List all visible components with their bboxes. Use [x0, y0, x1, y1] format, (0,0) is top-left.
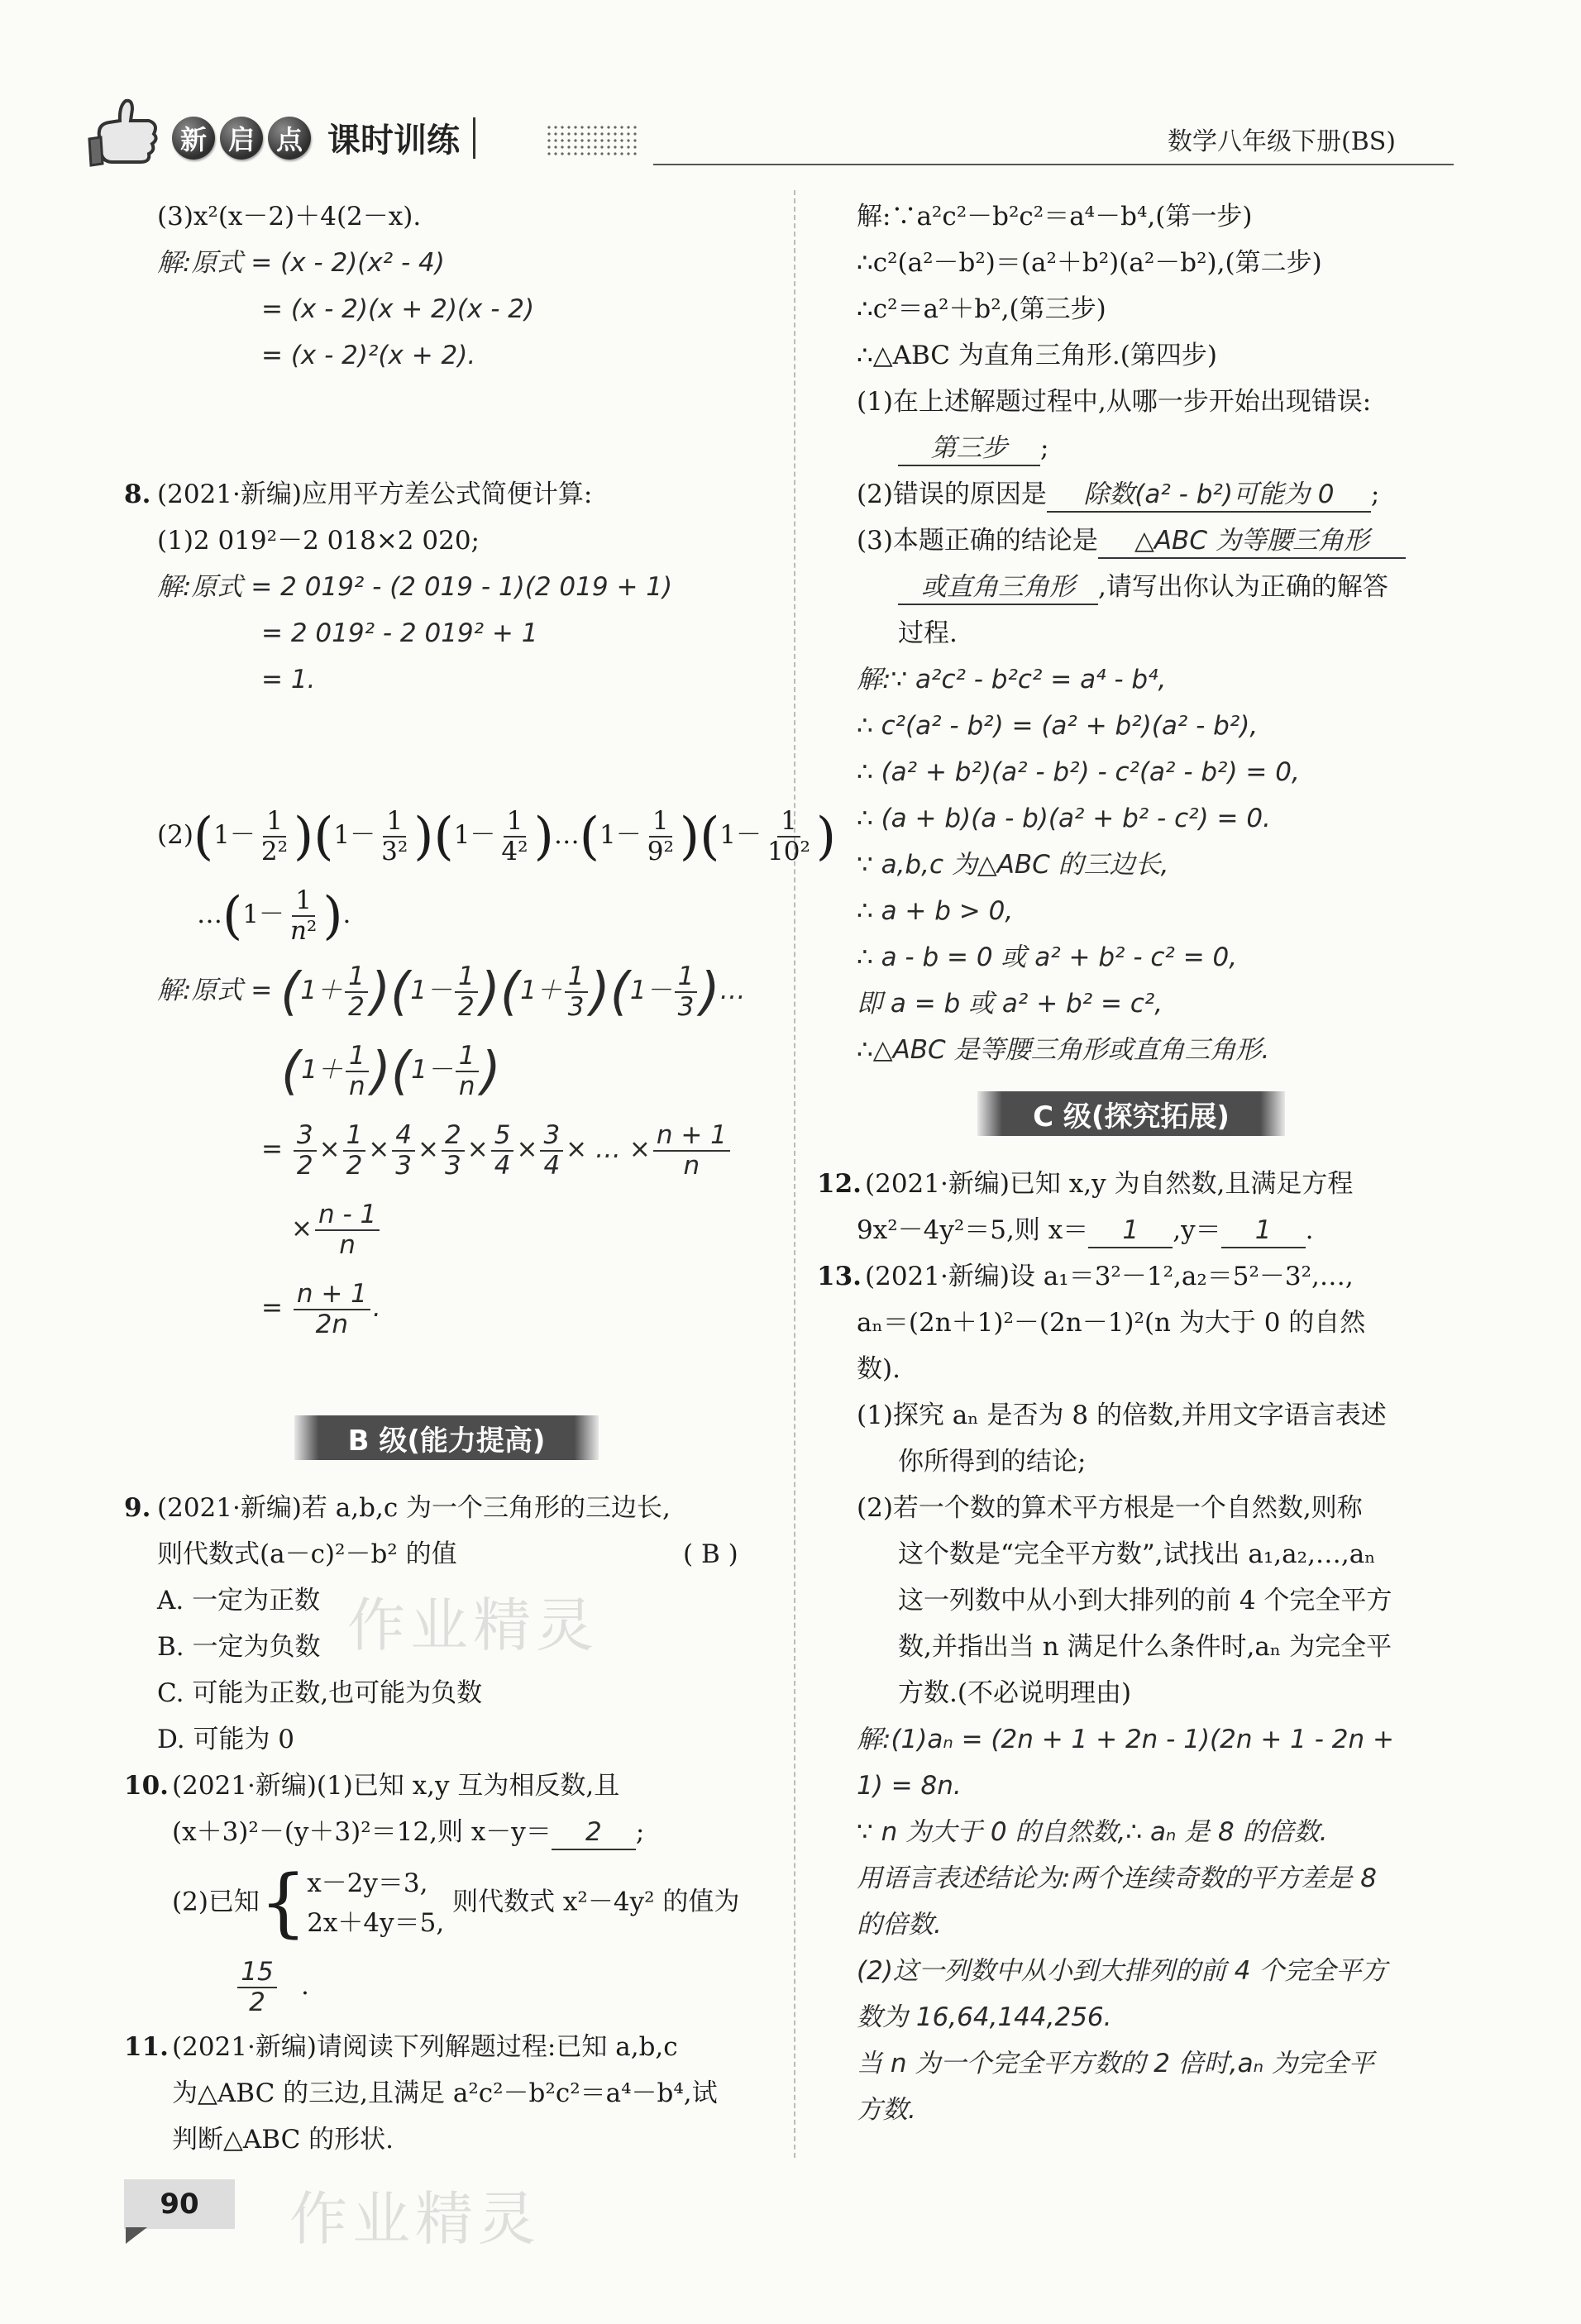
q9-number: 9.	[124, 1493, 151, 1523]
q8-part2-expr-tail: …(1－ $\frac{1}{\text{n²}}$ ).	[197, 885, 351, 946]
q10-answer2-denominator: 2	[249, 1987, 265, 2017]
q11-part3-answer1: △ABC 为等腰三角形	[1098, 524, 1406, 559]
q13-number: 13.	[817, 1262, 862, 1291]
q11-sol-7: ∴ a - b = 0 或 a² + b² - c² = 0,	[857, 942, 1238, 972]
q8-p2-sol-label: 解:原式 =	[157, 976, 273, 1005]
q11-sol-1: 解:∵ a²c² - b²c² = a⁴ - b⁴,	[857, 665, 1167, 694]
q13-stem3: 数).	[857, 1354, 900, 1384]
q13-sol-4: 用语言表述结论为:两个连续奇数的平方差是 8	[857, 1863, 1378, 1893]
q8-stem: (2021·新编)应用平方差公式简便计算:	[157, 480, 593, 509]
q13-p2b: 这个数是“完全平方数”,试找出 a₁,a₂,…,aₙ	[898, 1539, 1376, 1569]
q8-p2-sol2: (1＋ $\frac{1}{n}$ )(1－ $\frac{1}{n}$ )	[281, 1040, 501, 1101]
q11-sol-8: 即 a = b 或 a² + b² = c²,	[857, 989, 1163, 1019]
q11-proc-1: 解:∵a²c²－b²c²＝a⁴－b⁴,(第一步)	[857, 202, 1253, 231]
q7-sol-line2: = (x - 2)(x + 2)(x - 2)	[261, 294, 535, 324]
q11-sol-5: ∵ a,b,c 为△ABC 的三边长,	[857, 850, 1169, 880]
q10-part2-tail: 则代数式 x²－4y² 的值为	[452, 1887, 740, 1917]
q8-p2-sol4: × $\frac{n - 1}{n}$	[291, 1195, 382, 1262]
q11-part3-text: (3)本题正确的结论是	[857, 526, 1098, 556]
q8-number: 8.	[124, 480, 151, 509]
book-title: 数学八年级下册(BS)	[1168, 127, 1397, 156]
watermark-text-2: 作业精灵	[289, 2185, 541, 2253]
q11-number: 11.	[124, 2032, 169, 2062]
q12-period: .	[1305, 1215, 1314, 1245]
q13-p2a: (2)若一个数的算术平方根是一个自然数,则称	[857, 1493, 1363, 1523]
q8-p1-sol1: 解:原式 = 2 019² - (2 019 - 1)(2 019 + 1)	[157, 572, 673, 602]
q8-dots-2: …	[719, 976, 746, 1005]
q10-eq2: 2x＋4y＝5,	[307, 1908, 445, 1938]
q13-stem1: (2021·新编)设 a₁＝3²－1²,a₂＝5²－3²,…,	[865, 1262, 1354, 1291]
q11-stem1: (2021·新编)请阅读下列解题过程:已知 a,b,c	[172, 2032, 678, 2062]
thumbs-up-icon	[83, 91, 165, 174]
q11-part3-line2	[898, 570, 1388, 605]
brand-char-2: 启	[220, 117, 263, 160]
q8-part2-tail-dots: …	[197, 900, 222, 929]
q8-part1: (1)2 019²－2 018×2 020;	[157, 526, 480, 556]
q11-proc-3: ∴c²＝a²＋b²,(第三步)	[857, 294, 1106, 324]
q13-sol-1: 解:(1)aₙ = (2n + 1 + 2n - 1)(2n + 1 - 2n +	[857, 1725, 1395, 1754]
q12-answer-y: 1	[1221, 1214, 1306, 1248]
q11-part1-answer: 第三步	[898, 432, 1040, 466]
q11-sol-3: ∴ (a² + b²)(a² - b²) - c²(a² - b²) = 0,	[857, 757, 1300, 787]
q11-part1: (1)在上述解题过程中,从哪一步开始出现错误:	[857, 387, 1372, 417]
q12-stem1: (2021·新编)已知 x,y 为自然数,且满足方程	[865, 1169, 1354, 1199]
q10-answer2-numerator: 15	[237, 1958, 276, 1988]
q8-part2-label: (2)	[157, 820, 193, 850]
q13-p1b: 你所得到的结论;	[898, 1447, 1087, 1477]
q8-p2-sol1: 解:原式 = (1＋ $\frac{1}{2}$ )(1－ $\frac{1}{2}$ )(1＋ $\frac{1}{3}$ )(1－ $\frac{1}{3}$ )…	[157, 961, 746, 1022]
q9-answer: ( B )	[683, 1539, 738, 1569]
q10-stem2-text: (x＋3)²－(y＋3)²＝12,则 x－y＝	[172, 1817, 552, 1847]
q8-p2-sol5: = $\frac{n + 1}{2n}$ .	[261, 1279, 381, 1339]
q11-part1-answer-line	[898, 432, 1048, 466]
q8-p1-sol2: = 2 019² - 2 019² + 1	[261, 618, 538, 648]
q12-stem2b: ,y＝	[1173, 1215, 1221, 1245]
q13-stem2: aₙ＝(2n＋1)²－(2n－1)²(n 为大于 0 的自然	[857, 1308, 1366, 1338]
q10-eq1: x－2y＝3,	[307, 1868, 428, 1898]
q9-option-b: B. 一定为负数	[157, 1632, 321, 1662]
q13-p2e: 方数.(不必说明理由)	[898, 1678, 1132, 1708]
q10-part2-label: (2)已知	[172, 1887, 260, 1917]
brand-logo	[172, 114, 475, 161]
q11-sol-2: ∴ c²(a² - b²) = (a² + b²)(a² - b²),	[857, 711, 1259, 741]
q13-sol-3: ∵ n 为大于 0 的自然数,∴ aₙ 是 8 的倍数.	[857, 1817, 1328, 1847]
brand-char-3: 点	[268, 117, 311, 160]
q13-p1a: (1)探究 aₙ 是否为 8 的倍数,并用文字语言表述	[857, 1401, 1387, 1430]
q11-sol-6: ∴ a + b > 0,	[857, 896, 1014, 926]
q12-stem2a: 9x²－4y²＝5,则 x＝	[857, 1215, 1089, 1245]
q10-semi: ;	[635, 1817, 645, 1847]
q7-sol-line1: 解:原式 = (x - 2)(x² - 4)	[157, 248, 445, 278]
page-number: 90	[124, 2179, 235, 2229]
header-divider	[473, 117, 475, 159]
q9-option-a: A. 一定为正数	[157, 1586, 321, 1615]
q11-sol-4: ∴ (a + b)(a - b)(a² + b² - c²) = 0.	[857, 804, 1271, 833]
q7-sol-line3: = (x - 2)²(x + 2).	[261, 341, 476, 370]
q11-part3-tail2: 过程.	[898, 618, 958, 648]
q8-part2-expr: (2)(1－ $\frac{1}{\text{2²}}$ )(1－ $\frac{1}{\text{3²}}$ )(1－ $\frac{1}{\text{4²}}$ )…(1－ $\frac{1}{\text{9²}}$ )(1－ $\frac{1}{\text{10²}}$ )	[157, 805, 837, 866]
q8-dots-1: …	[553, 820, 580, 850]
q10-number: 10.	[124, 1771, 169, 1801]
q9-stem2: 则代数式(a－c)²－b² 的值	[157, 1539, 457, 1569]
q13-sol-8: 当 n 为一个完全平方数的 2 倍时,aₙ 为完全平	[857, 2049, 1374, 2078]
q11-part2-text: (2)错误的原因是	[857, 480, 1047, 509]
q12-answer-x: 1	[1088, 1214, 1173, 1248]
level-c-banner: C 级(探究拓展)	[977, 1091, 1285, 1136]
q9-option-c: C. 可能为正数,也可能为负数	[157, 1678, 483, 1708]
q7-part3-stem: (3)x²(x－2)＋4(2－x).	[157, 202, 422, 231]
q11-part3	[857, 524, 1406, 559]
column-divider	[794, 190, 795, 2158]
brand-char-1: 新	[172, 117, 215, 160]
q11-part3-answer2: 或直角三角形	[898, 570, 1098, 605]
q8-p1-sol3: = 1.	[261, 665, 316, 694]
q13-sol-5: 的倍数.	[857, 1910, 942, 1940]
page-corner-mark	[126, 2227, 147, 2244]
header-rule	[653, 164, 1454, 165]
q12-number: 12.	[817, 1169, 862, 1199]
q10-period: .	[301, 1971, 309, 2001]
q11-part1-semi: ;	[1040, 433, 1049, 463]
q11-stem3: 判断△ABC 的形状.	[172, 2125, 394, 2155]
q8-p2-sol3: = $\frac{3}{2}$ × $\frac{1}{2}$ × $\frac{4}{3}$ × $\frac{2}{3}$ × $\frac{5}{4}$ × $\frac{3}{4}$ × … × $\frac{n + 1}{n}$	[261, 1116, 733, 1182]
q10-part2: (2)已知{ x－2y＝3, 2x＋4y＝5, 则代数式 x²－4y² 的值为	[172, 1859, 740, 1946]
q9-stem1: (2021·新编)若 a,b,c 为一个三角形的三边长,	[157, 1493, 671, 1523]
q12-stem2	[857, 1214, 1313, 1248]
q9-option-d: D. 可能为 0	[157, 1725, 295, 1754]
q13-sol-9: 方数.	[857, 2095, 916, 2125]
q10-answer2	[213, 1953, 309, 2019]
watermark-text: 作业精灵	[347, 1591, 599, 1659]
q13-p2c: 这一列数中从小到大排列的前 4 个完全平方	[898, 1586, 1392, 1615]
q13-sol-6: (2)这一列数中从小到大排列的前 4 个完全平方	[857, 1956, 1388, 1986]
q13-sol-7: 数为 16,64,144,256.	[857, 2002, 1112, 2032]
q11-part2	[857, 478, 1379, 513]
q10-stem1: (2021·新编)(1)已知 x,y 互为相反数,且	[172, 1771, 620, 1801]
header-dot-pattern	[546, 124, 638, 157]
series-title: 课时训练	[327, 122, 460, 160]
q8-sol-period: .	[372, 1293, 381, 1323]
q11-part2-answer: 除数(a² - b²)可能为 0	[1047, 478, 1371, 513]
q8-ellipsis-times: × … ×	[566, 1134, 651, 1164]
q11-proc-2: ∴c²(a²－b²)＝(a²＋b²)(a²－b²),(第二步)	[857, 248, 1322, 278]
q10-stem2	[172, 1816, 644, 1850]
q11-stem2: 为△ABC 的三边,且满足 a²c²－b²c²＝a⁴－b⁴,试	[172, 2078, 718, 2108]
q11-proc-4: ∴△ABC 为直角三角形.(第四步)	[857, 341, 1217, 370]
q13-sol-2: 1) = 8n.	[857, 1771, 962, 1801]
q11-part2-semi: ;	[1370, 480, 1380, 509]
q13-p2d: 数,并指出当 n 满足什么条件时,aₙ 为完全平	[898, 1632, 1392, 1662]
q11-sol-9: ∴△ABC 是等腰三角形或直角三角形.	[857, 1035, 1270, 1065]
level-b-banner: B 级(能力提高)	[294, 1415, 599, 1460]
q11-part3-tail: ,请写出你认为正确的解答	[1098, 572, 1388, 602]
q10-answer1: 2	[552, 1816, 636, 1850]
